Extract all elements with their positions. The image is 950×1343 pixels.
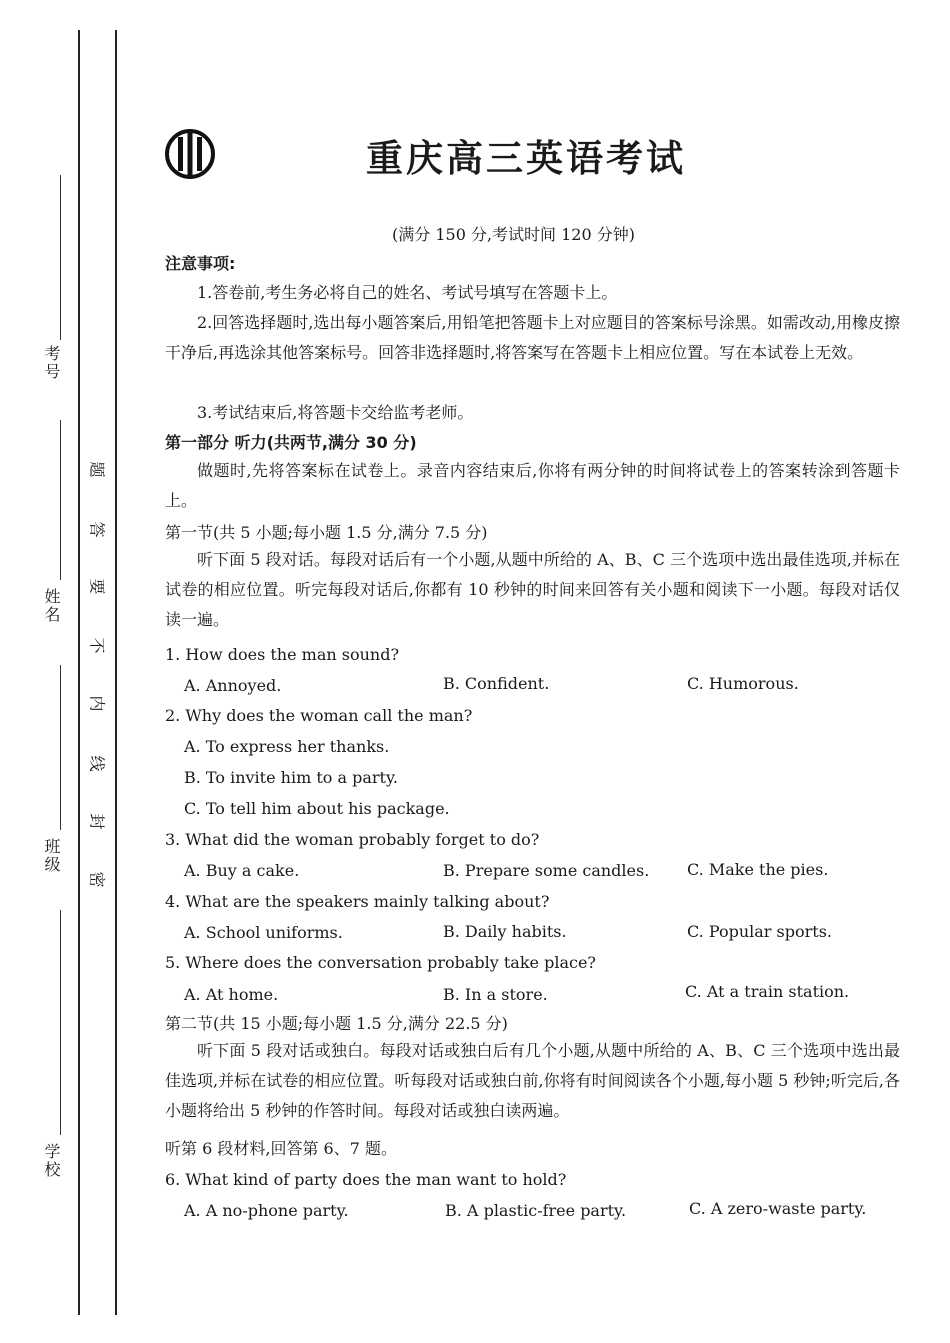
question-2-option-c: C. To tell him about his package. <box>184 799 450 818</box>
question-4-option-a: A. School uniforms. <box>184 923 343 942</box>
question-1-option-c: C. Humorous. <box>687 674 799 693</box>
question-6-stem: 6. What kind of party does the man want to hold? <box>165 1170 567 1189</box>
field-label-school: 学校 <box>42 1143 61 1179</box>
question-4-option-c: C. Popular sports. <box>687 922 832 941</box>
seal-char: 封 <box>87 813 107 830</box>
field-line-name <box>60 420 61 580</box>
question-6-option-a: A. A no-phone party. <box>184 1201 349 1220</box>
notice-item-2: 2.回答选择题时,选出每小题答案后,用铅笔把答题卡上对应题目的答案标号涂黑。如需改动,用橡皮擦干净后,再选涂其他答案标号。回答非选择题时,将答案写在答题卡上相应位置。写在本试卷上无效。 <box>165 313 900 362</box>
section2-material-note: 听第 6 段材料,回答第 6、7 题。 <box>165 1139 397 1158</box>
field-label-class: 班级 <box>42 838 61 874</box>
part1-heading: 第一部分 听力(共两节,满分 30 分) <box>165 433 417 452</box>
question-4-option-b: B. Daily habits. <box>443 922 567 941</box>
seal-char: 线 <box>87 755 107 772</box>
seal-char: 内 <box>87 695 107 712</box>
question-2-option-b: B. To invite him to a party. <box>184 768 398 787</box>
part1-intro: 做题时,先将答案标在试卷上。录音内容结束后,你将有两分钟的时间将试卷上的答案转涂到答题卡上。 <box>165 461 900 510</box>
section2-heading: 第二节(共 15 小题;每小题 1.5 分,满分 22.5 分) <box>165 1014 508 1033</box>
question-6-option-b: B. A plastic-free party. <box>445 1201 627 1220</box>
question-5-option-b: B. In a store. <box>443 985 548 1004</box>
question-3-option-b: B. Prepare some candles. <box>443 861 650 880</box>
notice-item-1: 1.答卷前,考生务必将自己的姓名、考试号填写在答题卡上。 <box>197 283 618 302</box>
publisher-logo-icon <box>164 128 216 180</box>
question-5-stem: 5. Where does the conversation probably take place? <box>165 953 596 972</box>
question-6-option-c: C. A zero-waste party. <box>689 1199 867 1218</box>
question-3-option-a: A. Buy a cake. <box>184 861 300 880</box>
notice-item-3: 3.考试结束后,将答题卡交给监考老师。 <box>197 403 474 422</box>
section2-intro: 听下面 5 段对话或独白。每段对话或独白后有几个小题,从题中所给的 A、B、C 三个选项中选出最佳选项,并标在试卷的相应位置。听每段对话或独白前,你将有时间阅读各个小题,每小题 5 秒钟;听完后,各小题将给出 5 秒钟的作答时间。每段对话或独白读两遍。 <box>165 1041 900 1120</box>
seal-char: 答 <box>87 521 107 538</box>
question-5-option-a: A. At home. <box>184 985 279 1004</box>
seal-char: 题 <box>87 461 107 478</box>
question-2-stem: 2. Why does the woman call the man? <box>165 706 473 725</box>
question-1-option-b: B. Confident. <box>443 674 550 693</box>
field-line-class <box>60 665 61 830</box>
question-4-stem: 4. What are the speakers mainly talking about? <box>165 892 550 911</box>
margin-line-right <box>115 30 117 1315</box>
exam-info: (满分 150 分,考试时间 120 分钟) <box>392 225 635 244</box>
question-1-stem: 1. How does the man sound? <box>165 645 400 664</box>
page-title: 重庆高三英语考试 <box>366 137 686 180</box>
question-3-option-c: C. Make the pies. <box>687 860 829 879</box>
question-3-stem: 3. What did the woman probably forget to do? <box>165 830 540 849</box>
field-label-exam-no: 考号 <box>42 345 61 381</box>
field-line-exam-no <box>60 175 61 340</box>
question-5-option-c: C. At a train station. <box>685 982 850 1001</box>
section1-heading: 第一节(共 5 小题;每小题 1.5 分,满分 7.5 分) <box>165 523 488 542</box>
notice-heading: 注意事项: <box>165 254 236 273</box>
field-line-school <box>60 910 61 1135</box>
section1-intro: 听下面 5 段对话。每段对话后有一个小题,从题中所给的 A、B、C 三个选项中选出最佳选项,并标在试卷的相应位置。听完每段对话后,你都有 10 秒钟的时间来回答有关小题和阅读下一小题。每段对话仅读一遍。 <box>165 550 900 629</box>
question-1-option-a: A. Annoyed. <box>184 676 282 695</box>
seal-char: 密 <box>87 871 107 888</box>
question-2-option-a: A. To express her thanks. <box>184 737 390 756</box>
margin-line-left <box>78 30 80 1315</box>
seal-char: 要 <box>87 578 107 595</box>
seal-char: 不 <box>87 637 107 654</box>
field-label-name: 姓名 <box>42 588 61 624</box>
